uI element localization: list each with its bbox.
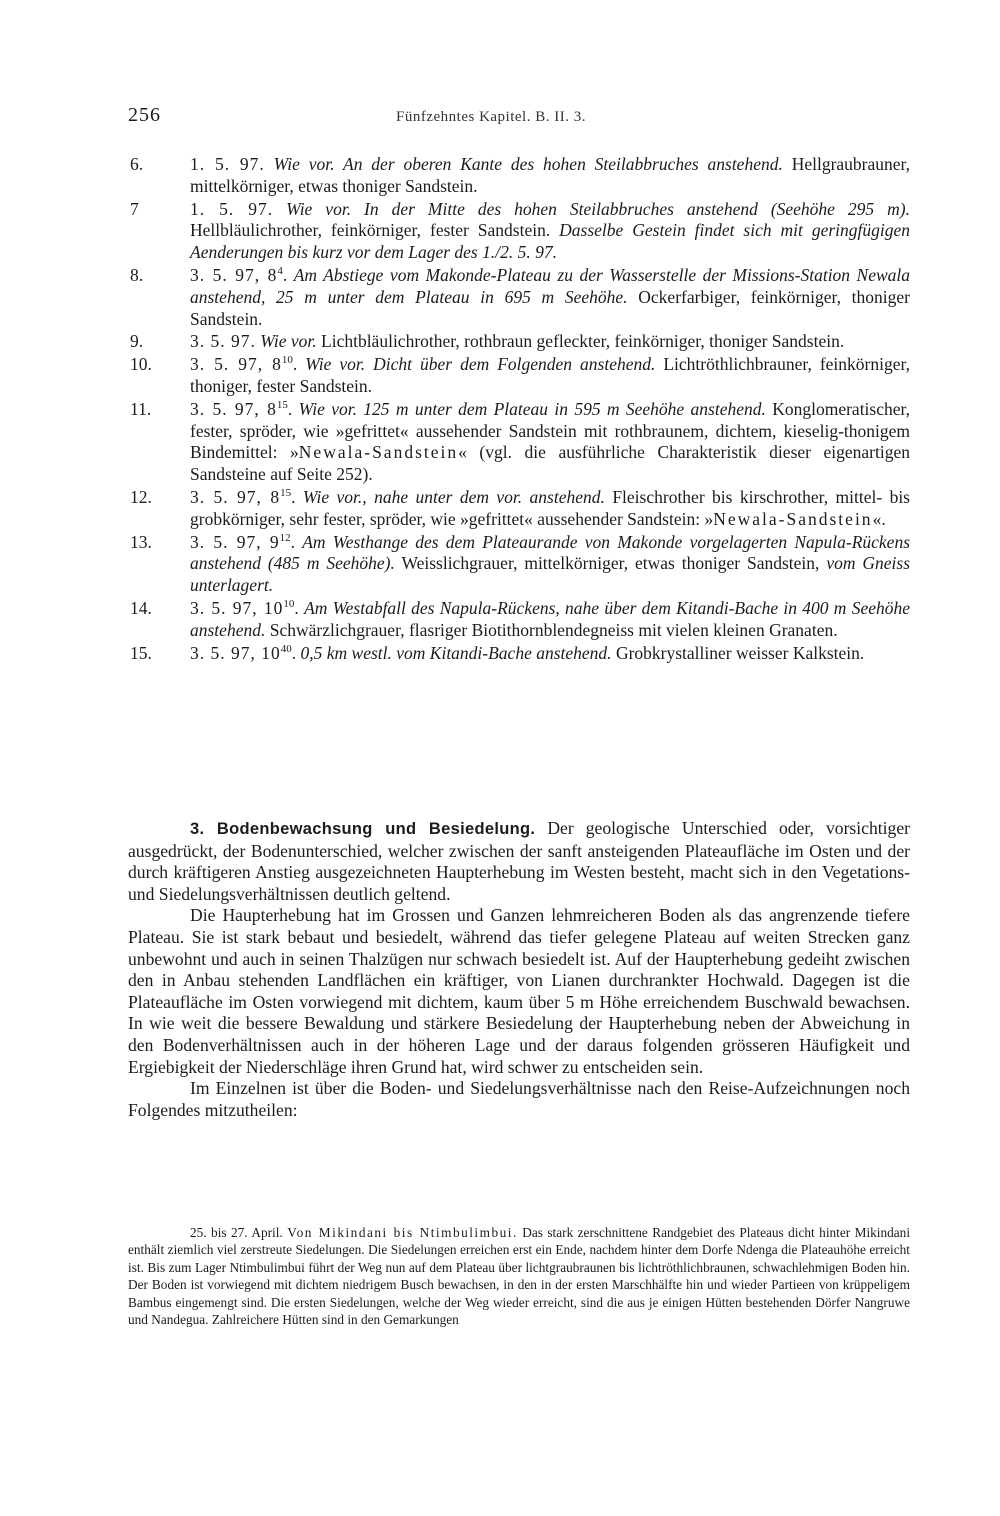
entry-location: Wie vor. xyxy=(260,331,317,352)
entry-time-sup: 10 xyxy=(281,354,293,367)
entry-date: 3. 5. 97, 8 xyxy=(190,486,281,507)
entry-description: Konglomeratischer, fester, spröder, wie »gefrittet« aussehender Sandstein mit rothbraunem, dichtem, kieselig-thonigem Bindemittel: » xyxy=(190,398,911,463)
entry-number: 7 xyxy=(130,198,139,219)
entry-date: 1. 5. 97. xyxy=(190,198,274,219)
entry-description-end: «. xyxy=(872,508,886,529)
entry-description: Schwärzlichgrauer, flasriger Biotithornblendegneiss mit vielen kleinen Granaten. xyxy=(269,619,838,640)
running-head: Fünfzehntes Kapitel. B. II. 3. xyxy=(396,109,586,125)
entry-number: 14. xyxy=(130,597,152,618)
sample-entry-9 xyxy=(130,331,910,353)
entry-description: Hellbläulichrother, feinkörniger, fester Sandstein. xyxy=(190,220,551,241)
page-header xyxy=(128,104,908,134)
smallprint-route: Von Mikindani bis Ntimbulimbui. xyxy=(287,1225,518,1240)
entry-description: Lichtbläulichrother, rothbraun gefleckter, feinkörniger, thoniger Sandstein. xyxy=(321,331,845,352)
entry-description: Weisslichgrauer, mittelkörniger, etwas thoniger Sandstein, xyxy=(401,553,820,574)
entry-number: 15. xyxy=(130,642,152,663)
entry-date: 3. 5. 97, 10 xyxy=(190,597,284,618)
entry-note: vom Gneiss unterlagert. xyxy=(190,553,911,596)
entry-note: Dasselbe Gestein findet sich mit geringfügigen Aenderungen bis kurz vor dem Lager des 1./2. 5. 97. xyxy=(190,220,911,263)
entry-time-sup: 15 xyxy=(280,487,292,500)
entry-date: 3. 5. 97, 8 xyxy=(190,264,278,285)
entry-time-sup: 40 xyxy=(280,642,292,655)
entry-location: Wie vor. In der Mitte des hohen Steilabbruches anstehend (Seehöhe 295 m). xyxy=(286,198,911,219)
body-paragraph xyxy=(128,818,910,905)
entry-number: 13. xyxy=(130,531,152,552)
entry-number: 10. xyxy=(130,354,152,375)
sample-entry-13: 13. 3. 5. 97, $9^{12}$. Am Westhange des dem Plateaurande von Makonde vorgelagerten Napula-Rückens anstehend (485 m Seehöhe). Weisslichgrauer, mittelkörniger, etwas thoniger Sandstein, vom Gneiss unterlagert. xyxy=(130,531,911,596)
entry-time-sup: 12 xyxy=(279,531,291,544)
entry-time-sup: 10 xyxy=(283,598,295,611)
entry-location: Wie vor., nahe unter dem vor. anstehend. xyxy=(302,486,605,507)
entry-number: 6. xyxy=(130,154,144,174)
entry-location: Wie vor. 125 m unter dem Plateau in 595 m Seehöhe anstehend. xyxy=(298,398,766,419)
entry-spaced-term: Newala-Sandstein xyxy=(713,508,873,529)
small-print-paragraph xyxy=(128,1224,910,1328)
entry-location: Am Westhange des dem Plateaurande von Makonde vorgelagerten Napula-Rückens anstehend (485 m Seehöhe). xyxy=(190,531,910,574)
entry-number: 9. xyxy=(130,331,144,352)
sample-entry-10: 10. 3. 5. 97, $8^{10}$. Wie vor. Dicht über dem Folgenden anstehend. Lichtröthlichbrauner, feinkörniger, thoniger, fester Sandstein. xyxy=(130,354,910,396)
entry-location: 0,5 km westl. vom Kitandi-Bache anstehend. xyxy=(300,642,612,663)
sample-entry-8: 8. 3. 5. 97, $8^4$. Am Abstiege vom Makonde-Plateau zu der Wasserstelle der Missions-Station Newala anstehend, 25 m unter dem Plateau in 695 m Seehöhe. Ockerfarbiger, feinkörniger, thoniger Sandstein. xyxy=(130,264,911,329)
sample-entry-12: 12. 3. 5. 97, $8^{15}$. Wie vor., nahe unter dem vor. anstehend. Fleischrother bis kirschrother, mittel- bis grobkörniger, sehr fester, spröder, wie »gefrittet« aussehender Sandstein: »Newala-Sandstein«. xyxy=(130,486,910,529)
sample-entry-11: 11. 3. 5. 97, $8^{15}$. Wie vor. 125 m unter dem Plateau in 595 m Seehöhe anstehend. Konglomeratischer, fester, spröder, wie »gefrittet« aussehender Sandstein mit rothbraunem, dichtem, kieselig-thonigem Bindemittel: »Newala-Sandstein« (vgl. die ausführliche Charakteristik dieser eigenartigen Sandsteine auf Seite 252). xyxy=(130,398,911,485)
entry-time-sup: 15 xyxy=(276,398,288,411)
entry-date: 3. 5. 97. xyxy=(190,331,256,352)
sample-list xyxy=(130,154,910,665)
entry-description: Ockerfarbiger, feinkörniger, thoniger Sandstein. xyxy=(190,286,910,329)
entry-description: Lichtröthlichbrauner, feinkörniger, thoniger, fester Sandstein. xyxy=(190,354,910,396)
entry-description: Grobkrystalliner weisser Kalkstein. xyxy=(615,642,865,663)
entry-location: Wie vor. Dicht über dem Folgenden anstehend. xyxy=(305,354,656,375)
page-number: 256 xyxy=(128,104,161,126)
body-paragraph: Die Haupterhebung hat im Grossen und Ganzen lehmreicheren Boden als das angrenzende tiefere Plateau. Sie ist stark bebaut und besiedelt, während das tiefer gelegene Plateau auf weiten Strecken ganz unbewohnt und auch in seinen Thalzügen nur schwach besiedelt ist. Auf der Haupterhebung gedeiht zwischen den in Anbau stehenden Landflächen ein kräftiger, von Lianen durchrankter Hochwald. Dagegen ist die Plateaufläche im Osten vorwiegend mit dichtem, kaum über 5 m Höhe erreichendem Buschwald bewachsen. In wie weit die bessere Bewaldung und stärkere Besiedelung der Haupterhebung neben der Abweichung in den Bodenverhältnissen auch in der höheren Lage und der daraus folgenden grösseren Häufigkeit und Ergiebigkeit der Niederschläge ihren Grund hat, wird schwer zu entscheiden sein. xyxy=(128,905,910,1077)
body-paragraph: Im Einzelnen ist über die Boden- und Siedelungsverhältnisse nach den Reise-Aufzeichnungen noch Folgendes mitzutheilen: xyxy=(128,1078,910,1120)
section-heading: 3. Bodenbewachsung und Besiedelung. xyxy=(190,820,536,838)
entry-date: 3. 5. 97, 8 xyxy=(190,354,282,375)
entry-location: Am Westabfall des Napula-Rückens, nahe über dem Kitandi-Bache in 400 m Seehöhe anstehend. xyxy=(190,597,911,640)
entry-description: Fleischrother bis kirschrother, mittel- bis grobkörniger, sehr fester, spröder, wie »gefrittet« aussehender Sandstein: » xyxy=(190,486,910,529)
entry-time-sup: 4 xyxy=(277,265,283,278)
sample-entry-15: 15. 3. 5. 97, $10^{40}$. 0,5 km westl. vom Kitandi-Bache anstehend. Grobkrystalliner weisser Kalkstein. xyxy=(130,642,865,663)
entry-date: 3. 5. 97, 8 xyxy=(190,398,277,419)
entry-number: 12. xyxy=(130,486,152,507)
entry-description-end: « (vgl. die ausführliche Charakteristik dieser eigenartigen Sandsteine auf Seite 252). xyxy=(190,442,910,485)
entry-number: 8. xyxy=(130,264,144,285)
smallprint-text: Das stark zerschnittene Randgebiet des Plateaus dicht hinter Mikindani enthält ziemlich viel zerstreute Siedelungen. Die Siedelungen erreichen erst ein Ende, nachdem hinter dem Dorfe Ndenga die Plateauhöhe erreicht ist. Bis zum Lager Ntimbulimbui führt der Weg nun auf dem Plateau über lichtgraubraunen bis lichtröthlichbraunen, schwachlehmigen Boden hin. Der Boden ist vorwiegend mit dichtem niedrigem Busch bewachsen, in den in der ersten Marschhälfte hin und wieder Partieen von krüppeligem Bambus eingemengt sind. Die ersten Siedelungen, welche der Weg wieder erreicht, sind die aus je einigen Hütten bestehenden Dörfer Nangruwe und Nandegua. Zahlreichere Hütten sind in den Gemarkungen xyxy=(128,1225,911,1328)
sample-entry-6 xyxy=(130,154,910,198)
entry-number: 11. xyxy=(130,398,152,419)
entry-location: Am Abstiege vom Makonde-Plateau zu der Wasserstelle der Missions-Station Newala anstehend, 25 m unter dem Plateau in 695 m Seehöhe. xyxy=(190,264,911,307)
entry-spaced-term: Newala-Sandstein xyxy=(298,442,459,463)
entry-location: Wie vor. An der oberen Kante des hohen Steilabbruches anstehend. xyxy=(273,154,783,174)
section-bodenbewachsung xyxy=(128,818,910,1121)
paragraph-text: Der geologische Unterschied oder, vorsichtiger ausgedrückt, der Bodenunterschied, welcher zwischen der sanft ansteigenden Plateaufläche im Osten und der durch kräftigeren Anstieg ausgezeichneten Haupterhebung im Westen besteht, macht sich in den Vegetations- und Siedelungsverhältnissen deutlich geltend. xyxy=(128,818,911,904)
smallprint-date: 25. bis 27. April. xyxy=(190,1225,283,1240)
sample-entry-7 xyxy=(130,199,910,264)
entry-date: 3. 5. 97, 9 xyxy=(190,531,280,552)
entry-date: 1. 5. 97. xyxy=(190,154,265,174)
entry-description: Hellgraubrauner, mittelkörniger, etwas thoniger Sandstein. xyxy=(190,154,911,196)
entry-date: 3. 5. 97, 10 xyxy=(190,642,281,663)
sample-entry-14: 14. 3. 5. 97, $10^{10}$. Am Westabfall des Napula-Rückens, nahe über dem Kitandi-Bache in 400 m Seehöhe anstehend. Schwärzlichgrauer, flasriger Biotithornblendegneiss mit vielen kleinen Granaten. xyxy=(130,597,911,640)
